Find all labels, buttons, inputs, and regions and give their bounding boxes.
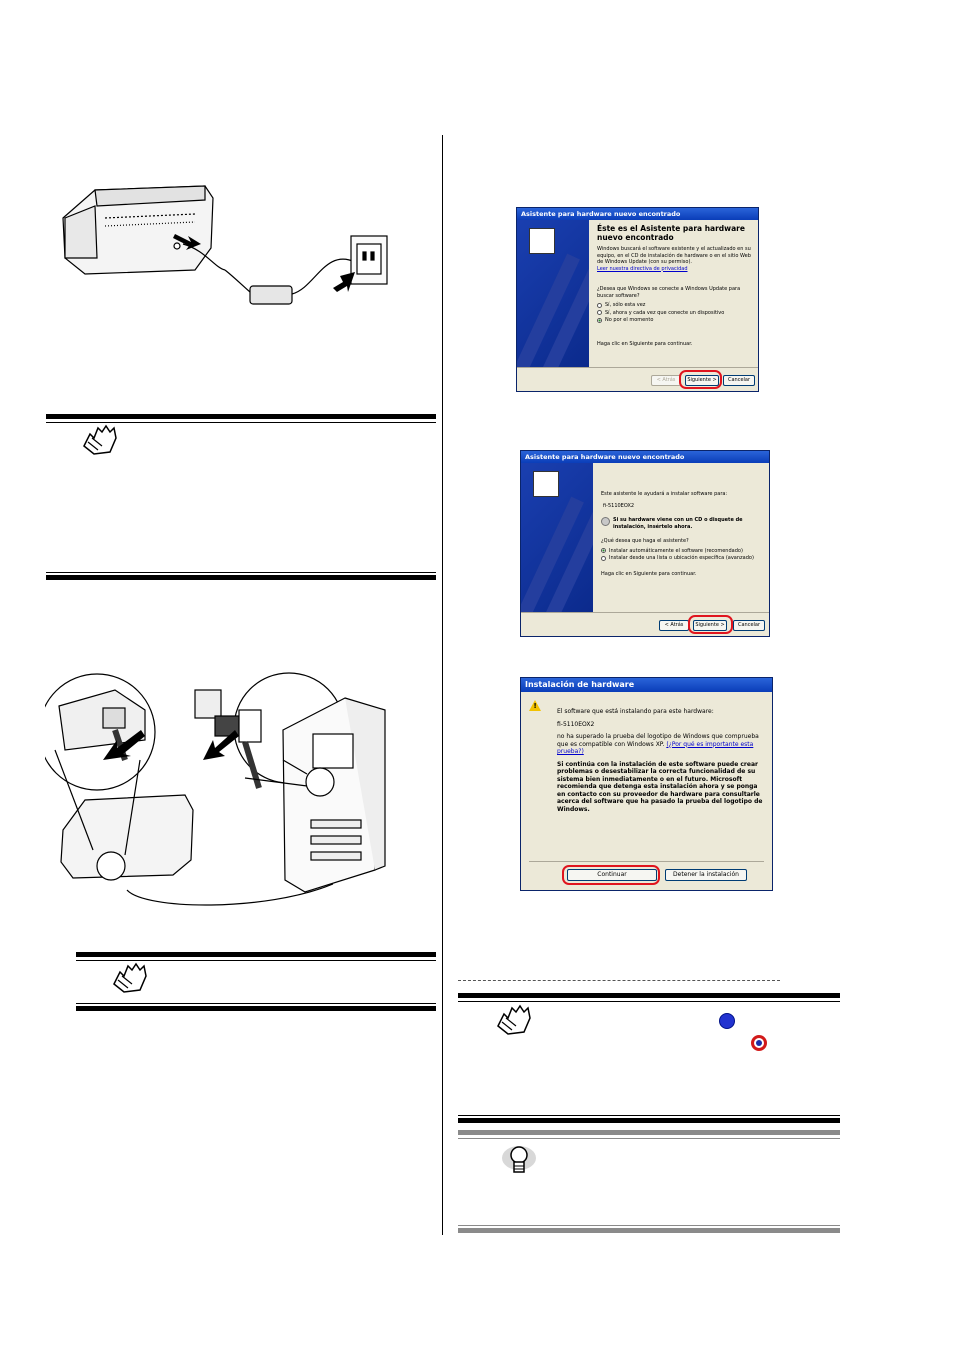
- hardware-installation-dialog: [520, 677, 773, 891]
- option-yes-always[interactable]: Sí, ahora y cada vez que conecte un dispositivo: [597, 310, 752, 317]
- radio-icon: [597, 310, 602, 315]
- radio-selected-icon: [597, 318, 602, 323]
- hint-bottom-rule-thin: [458, 1225, 840, 1226]
- back-button[interactable]: < Atrás: [659, 620, 689, 631]
- radio-icon: [597, 303, 602, 308]
- note3-bottom-rule-thin: [458, 1115, 840, 1116]
- continue-button-highlight: [562, 865, 660, 885]
- note3-top-rule: [458, 993, 840, 998]
- attention-hand-icon: [494, 1004, 536, 1036]
- attention-hand-icon: [80, 424, 122, 456]
- column-divider: [442, 135, 443, 1235]
- continue-button[interactable]: Continuar: [567, 869, 657, 881]
- cancel-button[interactable]: Cancelar: [733, 620, 765, 631]
- next-button[interactable]: Siguiente >: [693, 620, 727, 631]
- dialog-title: Instalación de hardware: [521, 678, 772, 692]
- device-name: fi-5110EOX2: [603, 502, 635, 509]
- stop-installation-button[interactable]: Detener la instalación: [665, 869, 747, 881]
- dialog-question: ¿Qué desea que haga el asistente?: [601, 538, 689, 544]
- hint-bottom-rule: [458, 1228, 840, 1233]
- dialog-instruction: Haga clic en Siguiente para continuar.: [601, 570, 697, 577]
- dialog-body-text: Windows buscará el software existente y el actualizado en su equipo, en el CD de instalación de hardware o en el sitio Web de Windows Update (con su permiso).: [597, 246, 751, 265]
- dialog-title: Asistente para hardware nuevo encontrado: [521, 451, 769, 463]
- note2-top-rule: [76, 952, 436, 957]
- hardware-wizard-icon: [533, 471, 559, 497]
- note2-top-rule-thin: [76, 960, 436, 961]
- wizard-side-banner: [521, 463, 593, 612]
- note-top-rule-thin: [46, 422, 436, 423]
- option-install-auto[interactable]: Instalar automáticamente el software (recomendado): [601, 548, 763, 555]
- dialog-title: Asistente para hardware nuevo encontrado: [517, 208, 758, 220]
- warning-icon: [529, 700, 541, 711]
- radio-selected-icon: [601, 548, 606, 553]
- note-top-rule: [46, 414, 436, 419]
- cancel-button[interactable]: Cancelar: [723, 375, 755, 386]
- next-button-highlight: [679, 370, 722, 389]
- note-bottom-rule-thin: [46, 572, 436, 573]
- note2-bottom-rule-thin: [76, 1003, 436, 1004]
- blue-circle-icon: [719, 1013, 735, 1029]
- dialog-intro: Este asistente le ayudará a instalar software para:: [601, 491, 728, 497]
- hint-top-rule: [458, 1130, 840, 1135]
- logo-test-link[interactable]: (¿Por qué es importante esta prueba?): [557, 740, 754, 755]
- red-circle-icon: [751, 1035, 767, 1051]
- dialog-question: ¿Desea que Windows se conecte a Windows Update para buscar software?: [597, 286, 741, 299]
- option-yes-once[interactable]: Sí, sólo esta vez: [597, 302, 752, 309]
- wizard-side-banner: [517, 220, 589, 367]
- dialog-separator: [529, 861, 764, 862]
- cd-icon: [601, 517, 610, 526]
- option-not-now[interactable]: No por el momento: [597, 317, 752, 324]
- next-button-highlight: [688, 615, 733, 634]
- privacy-link[interactable]: Leer nuestra directiva de privacidad: [597, 265, 688, 272]
- warning-line2: no ha superado la prueba del logotipo de Windows que comprueba que es compatible con Windows XP.: [557, 733, 759, 748]
- dialog-instruction: Haga clic en Siguiente para continuar.: [597, 340, 693, 347]
- ac-adapter-illustration: [55, 178, 395, 318]
- new-hardware-wizard-dialog-2: [520, 450, 770, 637]
- warning-bold-text: Si continúa con la instalación de este software puede crear problemas o desestabilizar la correcta funcionalidad de su sistema bien inmediatamente o en el futuro. Microsoft recomienda que detenga esta instalación ahora y se ponga en contacto con su proveedor de hardware para consultarle acerca del software que ha pasado la prueba del logotipo de Windows.: [557, 760, 763, 813]
- new-hardware-wizard-dialog: [516, 207, 759, 392]
- hardware-wizard-icon: [529, 228, 555, 254]
- usb-connection-illustration: [45, 670, 435, 925]
- note3-bottom-rule: [458, 1118, 840, 1123]
- note2-bottom-rule: [76, 1006, 436, 1011]
- next-button[interactable]: Siguiente >: [685, 375, 719, 386]
- option-install-list[interactable]: Instalar desde una lista o ubicación específica (avanzado): [601, 555, 763, 562]
- attention-hand-icon: [110, 962, 152, 994]
- device-name: fi-5110EOX2: [557, 720, 595, 728]
- hint-top-rule-thin: [458, 1138, 840, 1139]
- warning-line1: El software que está instalando para este hardware:: [557, 708, 714, 715]
- radio-icon: [601, 556, 606, 561]
- hint-lightbulb-icon: [500, 1142, 538, 1178]
- note3-top-rule-thin: [458, 1001, 840, 1002]
- section-separator: [458, 980, 780, 981]
- note-bottom-rule: [46, 575, 436, 580]
- back-button[interactable]: < Atrás: [651, 375, 681, 386]
- dialog-heading: Éste es el Asistente para hardware nuevo encontrado: [597, 224, 745, 242]
- cd-instruction: Si su hardware viene con un CD o disquete de instalación, insértelo ahora.: [613, 517, 743, 530]
